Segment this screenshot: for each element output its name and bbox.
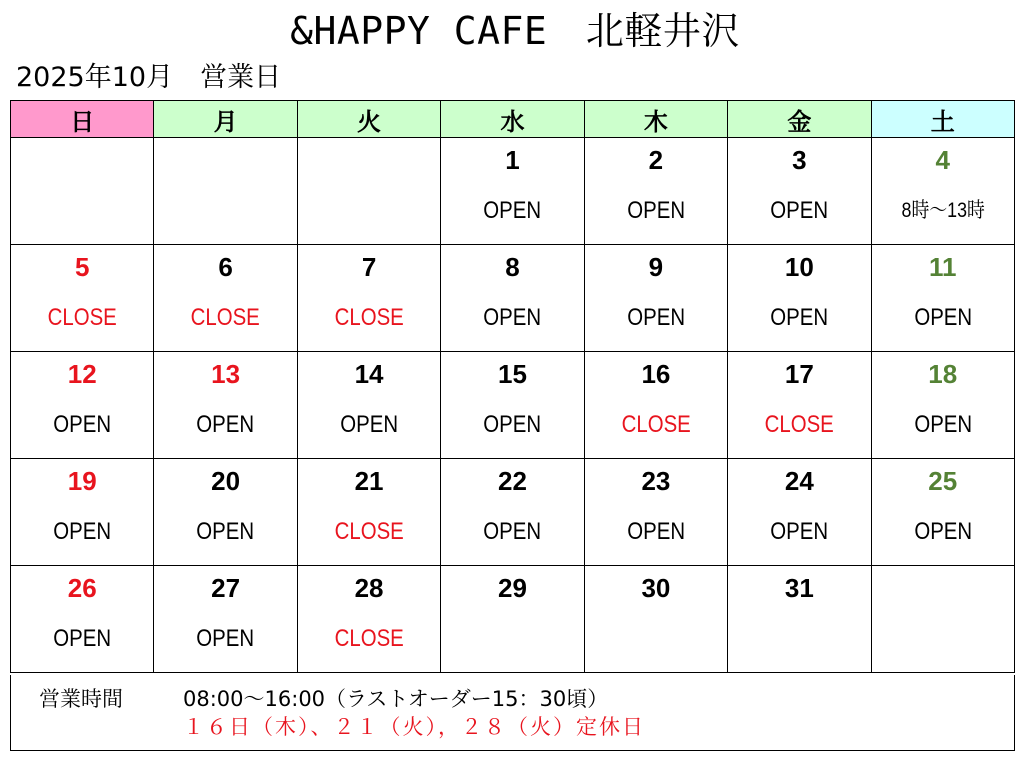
weekday-header-sat: 土 [871, 101, 1014, 138]
day-status: OPEN [53, 518, 112, 545]
day-number: 21 [354, 466, 384, 496]
day-cell [441, 566, 584, 673]
day-cell [728, 245, 871, 352]
calendar-week-row [11, 566, 1015, 673]
weekday-header-sun: 日 [11, 101, 154, 138]
day-cell [441, 459, 584, 566]
weekday-header-thu: 木 [584, 101, 727, 138]
day-cell [154, 352, 297, 459]
calendar-week-row [11, 138, 1015, 245]
day-number: 16 [641, 359, 671, 389]
day-status: CLOSE [47, 304, 117, 331]
page-title: &HAPPY CAFE 北軽井沢 [290, 9, 740, 53]
day-number: 17 [784, 359, 814, 389]
day-cell [871, 459, 1014, 566]
day-status: CLOSE [764, 411, 834, 438]
calendar-week-row [11, 245, 1015, 352]
day-status: OPEN [483, 411, 542, 438]
weekday-header-mon: 月 [154, 101, 297, 138]
empty-day-cell [154, 138, 297, 245]
day-status: OPEN [770, 197, 829, 224]
day-cell [297, 459, 440, 566]
day-cell [297, 566, 440, 673]
weekday-header-row [11, 101, 1015, 138]
day-number: 2 [648, 145, 664, 175]
weekday-header-wed: 水 [441, 101, 584, 138]
day-number: 25 [928, 466, 958, 496]
day-number: 19 [67, 466, 97, 496]
day-number: 9 [648, 252, 664, 282]
calendar-week-row [11, 352, 1015, 459]
closed-days-note: １６日（木）、２１（火），２８（火）定休日 [183, 715, 645, 739]
empty-day-cell [871, 566, 1014, 673]
day-cell [11, 566, 154, 673]
day-cell [728, 138, 871, 245]
day-status: CLOSE [334, 518, 404, 545]
day-cell [584, 566, 727, 673]
day-cell [154, 566, 297, 673]
day-number: 3 [792, 145, 807, 175]
day-cell [584, 352, 727, 459]
day-status: CLOSE [621, 411, 691, 438]
day-number: 20 [211, 466, 241, 496]
day-cell [11, 352, 154, 459]
day-cell [871, 245, 1014, 352]
day-cell [441, 245, 584, 352]
day-cell [728, 352, 871, 459]
day-cell [728, 566, 871, 673]
day-number: 15 [498, 359, 527, 389]
day-number: 18 [928, 359, 958, 389]
day-number: 23 [641, 466, 671, 496]
day-status: OPEN [626, 518, 685, 545]
calendar-table [10, 100, 1015, 673]
day-cell [584, 459, 727, 566]
day-status: OPEN [913, 411, 972, 438]
day-status: OPEN [196, 411, 255, 438]
hours-label: 営業時間 [39, 687, 123, 711]
day-cell [728, 459, 871, 566]
calendar-week-row [11, 459, 1015, 566]
day-status: OPEN [483, 197, 542, 224]
day-cell [584, 138, 727, 245]
day-cell [584, 245, 727, 352]
day-number: 13 [211, 359, 241, 389]
day-status: OPEN [340, 411, 398, 438]
day-number: 7 [361, 252, 377, 282]
hours-text: 08:00～16:00（ラストオーダー15：30頃） [183, 687, 609, 711]
day-cell [441, 138, 584, 245]
day-number: 10 [784, 252, 814, 282]
day-status: CLOSE [334, 625, 404, 652]
day-cell [871, 352, 1014, 459]
day-status: OPEN [483, 518, 542, 545]
day-status: OPEN [53, 625, 112, 652]
day-cell [11, 459, 154, 566]
day-status: OPEN [196, 625, 255, 652]
day-number: 8 [505, 252, 520, 282]
day-number: 24 [784, 466, 814, 496]
day-number: 29 [498, 573, 527, 603]
day-cell [154, 459, 297, 566]
day-number: 1 [505, 145, 520, 175]
day-status: 8時～13時 [901, 199, 985, 222]
day-cell [11, 245, 154, 352]
day-number: 26 [67, 573, 97, 603]
day-number: 11 [929, 252, 957, 282]
day-status: OPEN [53, 411, 112, 438]
empty-day-cell [11, 138, 154, 245]
day-status: OPEN [913, 518, 972, 545]
day-number: 31 [784, 573, 814, 603]
day-status: OPEN [626, 197, 685, 224]
day-status: CLOSE [334, 304, 404, 331]
day-cell [154, 245, 297, 352]
day-number: 27 [211, 573, 241, 603]
day-number: 4 [935, 145, 950, 175]
day-cell [297, 352, 440, 459]
day-number: 6 [218, 252, 233, 282]
month-heading: 2025年10月 営業日 [16, 62, 282, 93]
day-number: 30 [641, 573, 671, 603]
day-number: 28 [354, 573, 384, 603]
footer-box [10, 675, 1015, 751]
day-cell [441, 352, 584, 459]
day-number: 14 [354, 359, 384, 389]
day-status: OPEN [626, 304, 685, 331]
day-status: CLOSE [191, 304, 261, 331]
day-number: 22 [498, 466, 527, 496]
day-status: OPEN [770, 518, 829, 545]
day-status: OPEN [770, 304, 829, 331]
calendar-body [11, 138, 1015, 673]
day-status: OPEN [913, 304, 972, 331]
day-cell [297, 245, 440, 352]
weekday-header-fri: 金 [728, 101, 871, 138]
day-number: 5 [74, 252, 90, 282]
day-status: OPEN [196, 518, 255, 545]
day-number: 12 [67, 359, 97, 389]
day-status: OPEN [483, 304, 542, 331]
weekday-header-tue: 火 [297, 101, 440, 138]
day-cell [871, 138, 1014, 245]
empty-day-cell [297, 138, 440, 245]
